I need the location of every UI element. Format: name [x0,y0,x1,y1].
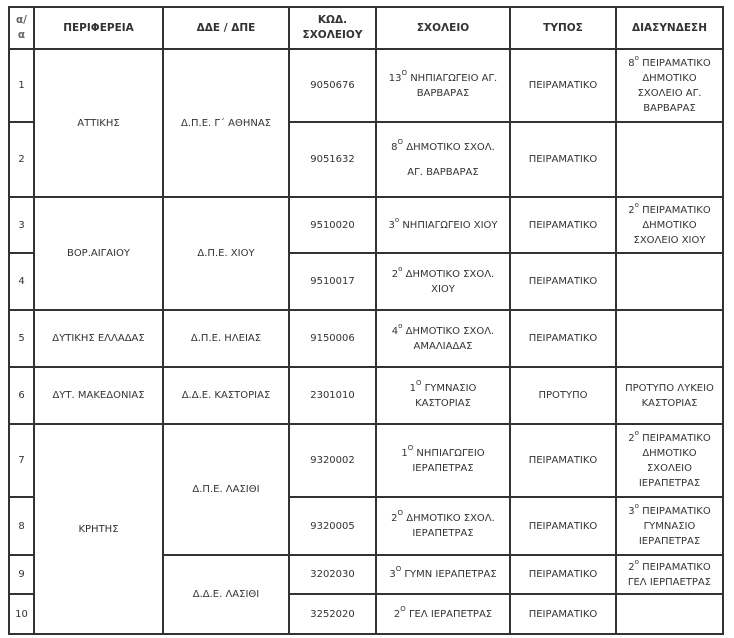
directorate-cell: Δ.Δ.Ε. ΛΑΣΙΘΙ [163,555,289,634]
header-school: ΣΧΟΛΕΙΟ [376,7,510,49]
link-cell [616,594,723,634]
region-cell: ΒΟΡ.ΑΙΓΑΙΟΥ [34,197,163,310]
link-name-line: ΠΕΙΡΑΜΑΤΙΚΟ [642,505,711,517]
school-name-line: ΔΗΜΟΤΙΚΟ ΣΧΟΛ. [406,141,495,153]
header-link: ΔΙΑΣΥΝΔΕΣΗ [616,7,723,49]
link-name-line: ΓΕΛ ΙΕΡΠΑΕΤΡΑΣ [627,576,712,588]
school-cell [376,555,510,594]
school-number: 1 [401,447,408,459]
row-index: 10 [9,594,34,634]
school-name-line: ΝΗΠΙΑΓΩΓΕΙΟ [416,447,485,459]
ordinal-sup: ο [394,215,400,224]
row-index: 7 [9,424,34,497]
link-name-line: ΠΕΙΡΑΜΑΤΙΚΟ [642,204,711,216]
school-name-line: ΚΑΣΤΟΡΙΑΣ [415,397,471,409]
region-cell: ΚΡΗΤΗΣ [34,424,163,634]
school-code-cell: 9051632 [289,122,376,197]
link-name-line: ΣΧΟΛΕΙΟ [646,462,693,474]
school-cell [376,49,510,122]
link-name-line: ΠΕΙΡΑΜΑΤΙΚΟ [642,561,711,573]
link-name-line: ΔΗΜΟΤΙΚΟ [642,72,697,84]
school-number: 2 [391,268,399,280]
link-cell [616,197,723,253]
school-code-cell: 2301010 [289,367,376,424]
school-name-line: ΑΓ. ΒΑΡΒΑΡΑΣ [407,166,479,178]
school-number: 3 [388,219,395,231]
link-number: 8 [628,57,635,69]
header-region: ΠΕΡΙΦΕΡΕΙΑ [34,7,163,49]
link-name-line: ΠΡΟΤΥΠΟ ΛΥΚΕΙΟ [625,382,714,394]
ordinal-sup: ο [634,428,639,437]
link-name-line: ΒΑΡΒΑΡΑΣ [643,102,696,114]
region-cell: ΔΥΤΙΚΗΣ ΕΛΛΑΔΑΣ [34,310,163,367]
ordinal-sup: Ο [401,68,408,77]
school-code-cell: 9320002 [289,424,376,497]
row-index: 2 [9,122,34,197]
school-name-line: ΔΗΜΟΤΙΚΟ ΣΧΟΛ. [405,268,495,280]
school-cell [376,253,510,310]
link-cell [616,367,723,424]
row-index: 3 [9,197,34,253]
link-number: 3 [628,505,635,517]
school-name-line: ΒΑΡΒΑΡΑΣ [416,87,470,99]
region-cell: ΑΤΤΙΚΗΣ [34,49,163,197]
school-name-line: ΓΥΜΝ ΙΕΡΑΠΕΤΡΑΣ [404,569,497,580]
link-name-line: ΔΗΜΟΤΙΚΟ [642,447,697,459]
link-name-line: ΚΑΣΤΟΡΙΑΣ [641,397,698,409]
link-number: 2 [628,204,635,216]
type-cell: ΠΡΟΤΥΠΟ [510,367,616,424]
school-number: 2 [393,608,401,620]
ordinal-sup: ο [398,264,403,273]
link-cell [616,497,723,555]
region-name: ΔΥΤ. ΜΑΚΕΔΟΝΙΑΣ [52,390,145,401]
school-code-cell: 9510020 [289,197,376,253]
type-cell: ΠΕΙΡΑΜΑΤΙΚΟ [510,555,616,594]
school-code-cell: 9150006 [289,310,376,367]
header-index: α/α [9,7,34,49]
school-cell [376,424,510,497]
link-number: 2 [628,432,635,444]
school-cell [376,310,510,367]
ordinal-sup: ο [634,501,639,510]
type-cell: ΠΕΙΡΑΜΑΤΙΚΟ [510,594,616,634]
school-number: 13 [388,72,402,84]
directorate-cell: Δ.Π.Ε. Γ΄ ΑΘΗΝΑΣ [163,49,289,197]
ordinal-sup: Ο [400,604,406,613]
ordinal-sup: Ο [415,378,422,387]
school-name-line: ΙΕΡΑΠΕΤΡΑΣ [412,462,474,474]
link-name-line: ΣΧΟΛΕΙΟ ΑΓ. [637,87,702,99]
school-cell [376,122,510,197]
table-row [9,424,723,497]
school-number: 2 [391,513,398,524]
link-cell [616,122,723,197]
line-gap [381,155,505,165]
ordinal-sup: Ο [395,565,402,573]
link-cell [616,49,723,122]
table-row [9,310,723,367]
type-cell: ΠΕΙΡΑΜΑΤΙΚΟ [510,49,616,122]
header-school-code: ΚΩΔ. ΣΧΟΛΕΙΟΥ [289,7,376,49]
school-number: 8 [391,141,398,153]
ordinal-sup: ο [398,321,403,330]
type-cell: ΠΕΙΡΑΜΑΤΙΚΟ [510,253,616,310]
directorate-cell: Δ.Π.Ε. ΧΙΟΥ [163,197,289,310]
table-row [9,197,723,253]
school-name-line: ΔΗΜΟΤΙΚΟ ΣΧΟΛ. [405,325,495,337]
school-number: 1 [409,382,416,394]
link-name-line: ΠΕΙΡΑΜΑΤΙΚΟ [642,432,711,444]
link-name-line: ΙΕΡΑΠΕΤΡΑΣ [638,477,701,489]
school-name-line: ΙΕΡΑΠΕΤΡΑΣ [412,528,474,539]
row-index: 1 [9,49,34,122]
school-name-line: ΑΜΑΛΙΑΔΑΣ [413,340,473,352]
link-number: 2 [628,561,635,573]
school-name-line: ΧΙΟΥ [431,283,455,295]
ordinal-sup: ο [634,200,639,209]
table-row [9,367,723,424]
type-cell: ΠΕΙΡΑΜΑΤΙΚΟ [510,122,616,197]
link-name-line: ΠΕΙΡΑΜΑΤΙΚΟ [642,57,711,69]
row-index: 6 [9,367,34,424]
ordinal-sup: Ο [397,509,404,517]
school-name-line: ΔΗΜΟΤΙΚΟ ΣΧΟΛ. [406,513,495,524]
directorate-cell: Δ.Π.Ε. ΛΑΣΙΘΙ [163,424,289,555]
link-name-line: ΙΕΡΑΠΕΤΡΑΣ [638,535,701,547]
link-name-line: ΓΥΜΝΑΣΙΟ [643,520,696,532]
header-row [9,7,723,49]
school-name-line: ΝΗΠΙΑΓΩΓΕΙΟ ΧΙΟΥ [402,219,498,231]
link-cell [616,424,723,497]
row-index: 9 [9,555,34,594]
type-cell: ΠΕΙΡΑΜΑΤΙΚΟ [510,310,616,367]
school-code-cell: 3252020 [289,594,376,634]
region-cell [34,367,163,424]
ordinal-sup: ο [634,53,639,62]
school-number: 4 [391,325,399,337]
school-name-line: ΓΥΜΝΑΣΙΟ [424,382,477,394]
directorate-cell: Δ.Π.Ε. ΗΛΕΙΑΣ [163,310,289,367]
header-type: ΤΥΠΟΣ [510,7,616,49]
school-cell [376,497,510,555]
type-cell: ΠΕΙΡΑΜΑΤΙΚΟ [510,424,616,497]
school-number: 3 [389,569,396,580]
link-cell [616,253,723,310]
row-index: 4 [9,253,34,310]
type-cell: ΠΕΙΡΑΜΑΤΙΚΟ [510,197,616,253]
school-code-cell: 9510017 [289,253,376,310]
school-code-cell: 9050676 [289,49,376,122]
school-name-line: ΓΕΛ ΙΕΡΑΠΕΤΡΑΣ [408,608,493,620]
header-directorate: ΔΔΕ / ΔΠΕ [163,7,289,49]
link-cell [616,555,723,594]
school-code-cell: 9320005 [289,497,376,555]
ordinal-sup: ο [634,557,639,566]
table-row [9,49,723,122]
type-cell: ΠΕΙΡΑΜΑΤΙΚΟ [510,497,616,555]
link-cell [616,310,723,367]
row-index: 5 [9,310,34,367]
school-cell [376,197,510,253]
school-code-cell: 3202030 [289,555,376,594]
directorate-cell: Δ.Δ.Ε. ΚΑΣΤΟΡΙΑΣ [163,367,289,424]
row-index: 8 [9,497,34,555]
link-name-line: ΣΧΟΛΕΙΟ ΧΙΟΥ [633,234,706,246]
school-cell [376,594,510,634]
ordinal-sup: Ο [397,137,404,146]
ordinal-sup: Ο [407,443,414,452]
link-name-line: ΔΗΜΟΤΙΚΟ [642,219,697,231]
school-cell [376,367,510,424]
schools-table [8,6,724,635]
school-name-line: ΝΗΠΙΑΓΩΓΕΙΟ ΑΓ. [410,72,498,84]
